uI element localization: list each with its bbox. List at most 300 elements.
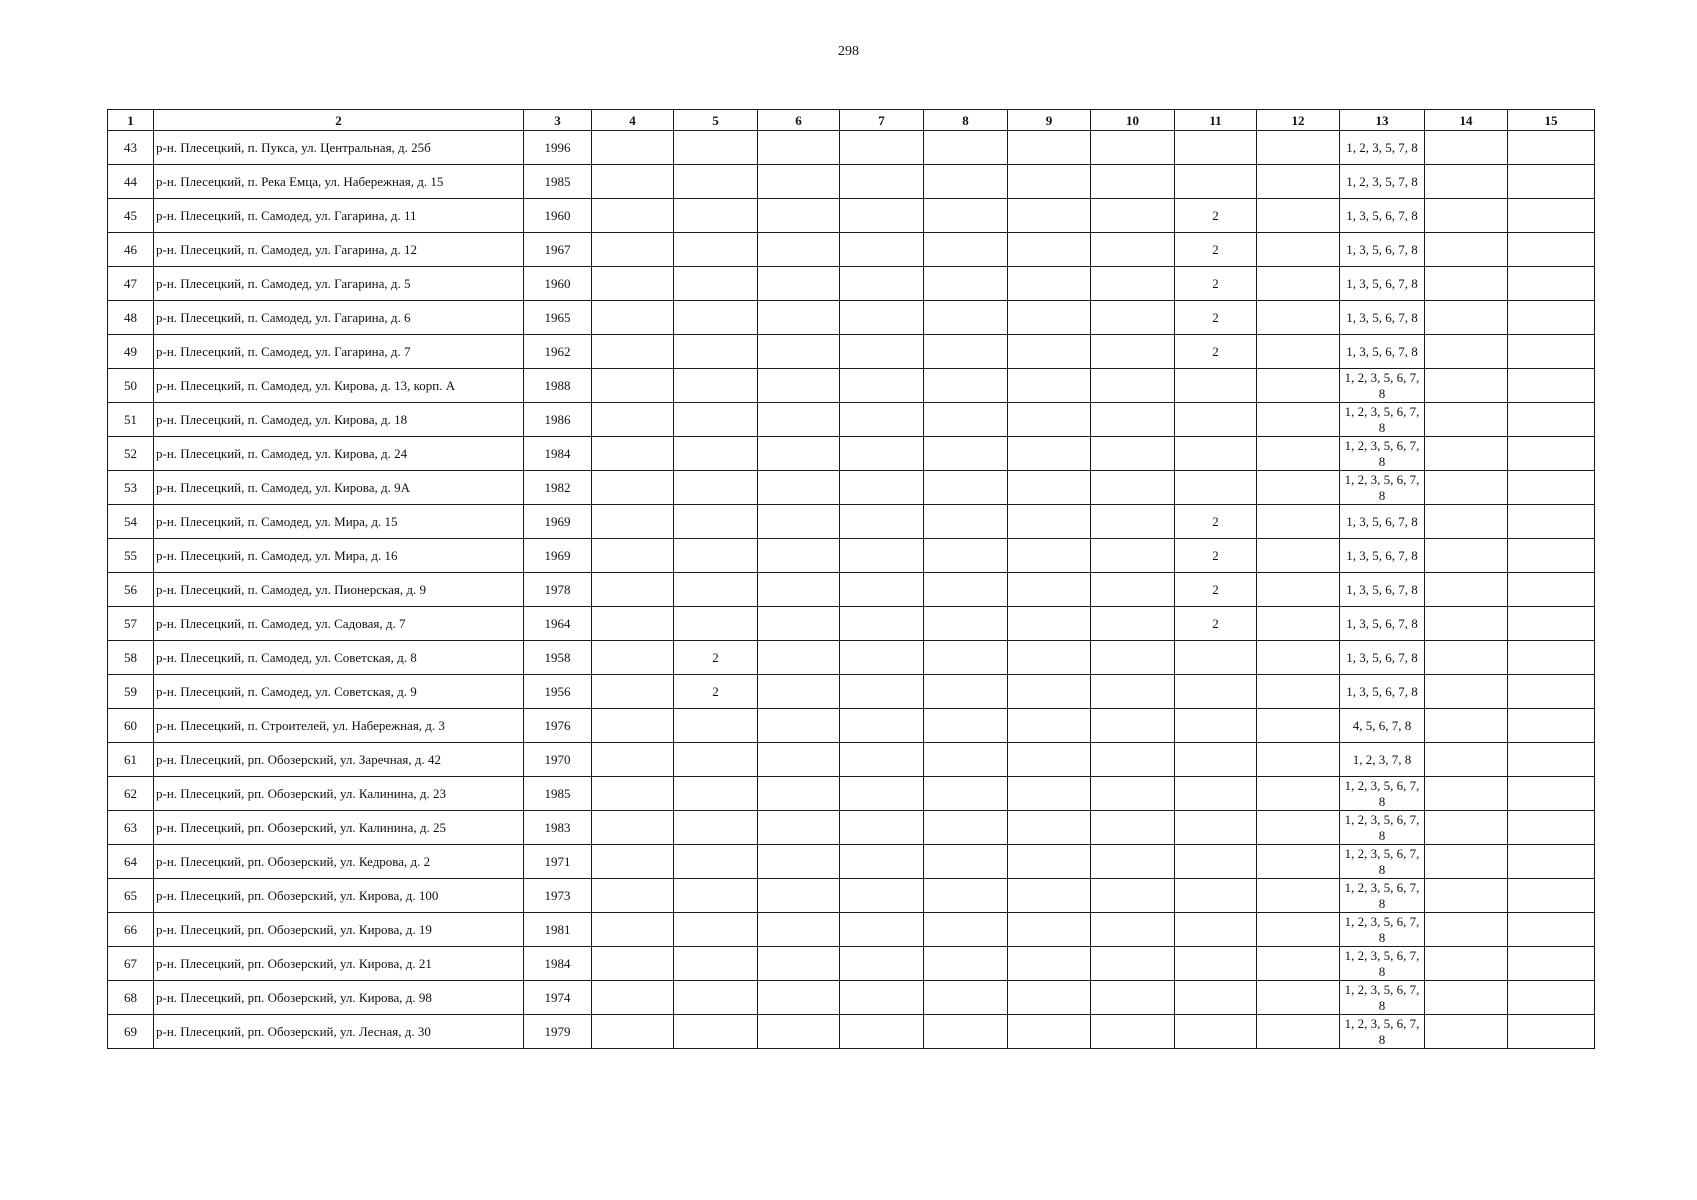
address-cell: р-н. Плесецкий, п. Самодед, ул. Гагарина, д. 11: [154, 199, 524, 233]
col-7-cell: [840, 539, 924, 573]
table-row: [108, 777, 1595, 811]
table-row: [108, 539, 1595, 573]
col-6-cell: [758, 267, 840, 301]
row-number-cell: 63: [108, 811, 154, 845]
col-15-cell: [1508, 301, 1595, 335]
col-15-cell: [1508, 573, 1595, 607]
col-12-cell: [1257, 675, 1340, 709]
col-6-cell: [758, 539, 840, 573]
row-number-cell: 62: [108, 777, 154, 811]
row-number-cell: 66: [108, 913, 154, 947]
col-14-cell: [1425, 301, 1508, 335]
column-header: 9: [1008, 110, 1091, 131]
col-11-cell: [1175, 981, 1257, 1015]
col-9-cell: [1008, 539, 1091, 573]
row-number-cell: 58: [108, 641, 154, 675]
address-cell: р-н. Плесецкий, п. Самодед, ул. Кирова, д. 9А: [154, 471, 524, 505]
col-6-cell: [758, 1015, 840, 1049]
table-row: [108, 879, 1595, 913]
col-9-cell: [1008, 641, 1091, 675]
column-header: 3: [524, 110, 592, 131]
col-9-cell: [1008, 369, 1091, 403]
col-7-cell: [840, 233, 924, 267]
col-12-cell: [1257, 641, 1340, 675]
col-12-cell: [1257, 131, 1340, 165]
col-13-cell: 1, 2, 3, 5, 6, 7, 8: [1340, 437, 1425, 471]
col-6-cell: [758, 301, 840, 335]
col-9-cell: [1008, 913, 1091, 947]
column-header: 10: [1091, 110, 1175, 131]
col-9-cell: [1008, 573, 1091, 607]
col-14-cell: [1425, 471, 1508, 505]
col-12-cell: [1257, 539, 1340, 573]
col-11-cell: [1175, 777, 1257, 811]
col-13-cell: 1, 3, 5, 6, 7, 8: [1340, 539, 1425, 573]
col-9-cell: [1008, 131, 1091, 165]
col-10-cell: [1091, 913, 1175, 947]
col-5-cell: [674, 879, 758, 913]
col-11-cell: 2: [1175, 539, 1257, 573]
col-8-cell: [924, 471, 1008, 505]
col-13-cell: 1, 2, 3, 5, 6, 7, 8: [1340, 845, 1425, 879]
col-4-cell: [592, 777, 674, 811]
address-cell: р-н. Плесецкий, рп. Обозерский, ул. Кирова, д. 98: [154, 981, 524, 1015]
col-11-cell: 2: [1175, 233, 1257, 267]
address-cell: р-н. Плесецкий, п. Самодед, ул. Гагарина, д. 7: [154, 335, 524, 369]
col-14-cell: [1425, 947, 1508, 981]
year-cell: 1958: [524, 641, 592, 675]
col-8-cell: [924, 505, 1008, 539]
col-4-cell: [592, 811, 674, 845]
col-9-cell: [1008, 947, 1091, 981]
col-15-cell: [1508, 947, 1595, 981]
table-row: [108, 505, 1595, 539]
col-4-cell: [592, 879, 674, 913]
col-8-cell: [924, 403, 1008, 437]
row-number-cell: 64: [108, 845, 154, 879]
table-row: [108, 1015, 1595, 1049]
table-row: [108, 131, 1595, 165]
col-11-cell: [1175, 471, 1257, 505]
col-7-cell: [840, 131, 924, 165]
col-9-cell: [1008, 981, 1091, 1015]
col-10-cell: [1091, 403, 1175, 437]
col-11-cell: [1175, 403, 1257, 437]
column-header: 2: [154, 110, 524, 131]
col-6-cell: [758, 981, 840, 1015]
col-4-cell: [592, 641, 674, 675]
table-row: [108, 845, 1595, 879]
col-5-cell: 2: [674, 641, 758, 675]
col-4-cell: [592, 709, 674, 743]
row-number-cell: 56: [108, 573, 154, 607]
col-13-cell: 1, 3, 5, 6, 7, 8: [1340, 573, 1425, 607]
col-14-cell: [1425, 369, 1508, 403]
table-row: [108, 233, 1595, 267]
col-10-cell: [1091, 641, 1175, 675]
table-row: [108, 335, 1595, 369]
col-6-cell: [758, 947, 840, 981]
col-8-cell: [924, 845, 1008, 879]
col-5-cell: [674, 777, 758, 811]
col-8-cell: [924, 709, 1008, 743]
col-12-cell: [1257, 335, 1340, 369]
year-cell: 1985: [524, 165, 592, 199]
col-8-cell: [924, 641, 1008, 675]
col-4-cell: [592, 675, 674, 709]
col-9-cell: [1008, 743, 1091, 777]
col-9-cell: [1008, 267, 1091, 301]
col-4-cell: [592, 437, 674, 471]
col-11-cell: [1175, 709, 1257, 743]
col-7-cell: [840, 437, 924, 471]
col-7-cell: [840, 301, 924, 335]
col-14-cell: [1425, 641, 1508, 675]
col-9-cell: [1008, 811, 1091, 845]
year-cell: 1970: [524, 743, 592, 777]
col-10-cell: [1091, 845, 1175, 879]
row-number-cell: 65: [108, 879, 154, 913]
year-cell: 1956: [524, 675, 592, 709]
col-9-cell: [1008, 505, 1091, 539]
col-15-cell: [1508, 1015, 1595, 1049]
col-7-cell: [840, 981, 924, 1015]
col-8-cell: [924, 981, 1008, 1015]
table-body: [108, 131, 1595, 1049]
col-9-cell: [1008, 1015, 1091, 1049]
col-15-cell: [1508, 369, 1595, 403]
col-4-cell: [592, 369, 674, 403]
header-row: [108, 110, 1595, 131]
address-cell: р-н. Плесецкий, п. Самодед, ул. Мира, д. 16: [154, 539, 524, 573]
year-cell: 1964: [524, 607, 592, 641]
col-13-cell: 1, 3, 5, 6, 7, 8: [1340, 267, 1425, 301]
col-7-cell: [840, 1015, 924, 1049]
address-cell: р-н. Плесецкий, п. Самодед, ул. Пионерская, д. 9: [154, 573, 524, 607]
col-13-cell: 1, 2, 3, 5, 6, 7, 8: [1340, 947, 1425, 981]
col-13-cell: 1, 3, 5, 6, 7, 8: [1340, 641, 1425, 675]
col-11-cell: [1175, 369, 1257, 403]
col-5-cell: [674, 539, 758, 573]
col-8-cell: [924, 369, 1008, 403]
col-4-cell: [592, 165, 674, 199]
col-12-cell: [1257, 403, 1340, 437]
col-15-cell: [1508, 165, 1595, 199]
table-row: [108, 675, 1595, 709]
col-4-cell: [592, 199, 674, 233]
col-12-cell: [1257, 981, 1340, 1015]
col-13-cell: 1, 2, 3, 5, 6, 7, 8: [1340, 777, 1425, 811]
col-6-cell: [758, 743, 840, 777]
col-9-cell: [1008, 777, 1091, 811]
col-9-cell: [1008, 437, 1091, 471]
col-14-cell: [1425, 675, 1508, 709]
col-6-cell: [758, 675, 840, 709]
address-cell: р-н. Плесецкий, п. Самодед, ул. Садовая, д. 7: [154, 607, 524, 641]
col-12-cell: [1257, 811, 1340, 845]
col-15-cell: [1508, 335, 1595, 369]
row-number-cell: 54: [108, 505, 154, 539]
col-15-cell: [1508, 709, 1595, 743]
col-11-cell: 2: [1175, 199, 1257, 233]
row-number-cell: 47: [108, 267, 154, 301]
column-header: 11: [1175, 110, 1257, 131]
col-15-cell: [1508, 879, 1595, 913]
col-7-cell: [840, 471, 924, 505]
year-cell: 1960: [524, 267, 592, 301]
col-11-cell: [1175, 131, 1257, 165]
col-8-cell: [924, 1015, 1008, 1049]
col-9-cell: [1008, 199, 1091, 233]
col-14-cell: [1425, 505, 1508, 539]
table-row: [108, 981, 1595, 1015]
col-7-cell: [840, 267, 924, 301]
col-10-cell: [1091, 743, 1175, 777]
col-4-cell: [592, 913, 674, 947]
col-8-cell: [924, 607, 1008, 641]
col-15-cell: [1508, 845, 1595, 879]
row-number-cell: 68: [108, 981, 154, 1015]
col-15-cell: [1508, 743, 1595, 777]
col-15-cell: [1508, 981, 1595, 1015]
col-4-cell: [592, 981, 674, 1015]
col-5-cell: [674, 607, 758, 641]
column-header: 14: [1425, 110, 1508, 131]
address-cell: р-н. Плесецкий, рп. Обозерский, ул. Кирова, д. 19: [154, 913, 524, 947]
table-row: [108, 199, 1595, 233]
col-6-cell: [758, 369, 840, 403]
address-cell: р-н. Плесецкий, п. Самодед, ул. Кирова, д. 18: [154, 403, 524, 437]
col-4-cell: [592, 131, 674, 165]
col-7-cell: [840, 403, 924, 437]
col-8-cell: [924, 233, 1008, 267]
col-11-cell: [1175, 675, 1257, 709]
address-cell: р-н. Плесецкий, п. Самодед, ул. Гагарина, д. 6: [154, 301, 524, 335]
table-row: [108, 267, 1595, 301]
col-6-cell: [758, 471, 840, 505]
col-4-cell: [592, 505, 674, 539]
col-15-cell: [1508, 675, 1595, 709]
col-9-cell: [1008, 403, 1091, 437]
col-6-cell: [758, 607, 840, 641]
column-header: 15: [1508, 110, 1595, 131]
col-6-cell: [758, 437, 840, 471]
col-13-cell: 1, 2, 3, 5, 6, 7, 8: [1340, 913, 1425, 947]
col-15-cell: [1508, 539, 1595, 573]
col-14-cell: [1425, 845, 1508, 879]
year-cell: 1969: [524, 505, 592, 539]
col-14-cell: [1425, 403, 1508, 437]
table-row: [108, 607, 1595, 641]
col-5-cell: 2: [674, 675, 758, 709]
col-5-cell: [674, 131, 758, 165]
col-12-cell: [1257, 879, 1340, 913]
address-cell: р-н. Плесецкий, рп. Обозерский, ул. Кедрова, д. 2: [154, 845, 524, 879]
address-cell: р-н. Плесецкий, рп. Обозерский, ул. Калинина, д. 25: [154, 811, 524, 845]
col-15-cell: [1508, 641, 1595, 675]
col-6-cell: [758, 403, 840, 437]
table-row: [108, 641, 1595, 675]
col-11-cell: 2: [1175, 301, 1257, 335]
page-number: 298: [838, 44, 859, 59]
col-13-cell: 1, 3, 5, 6, 7, 8: [1340, 301, 1425, 335]
col-4-cell: [592, 301, 674, 335]
col-10-cell: [1091, 233, 1175, 267]
col-12-cell: [1257, 845, 1340, 879]
col-6-cell: [758, 505, 840, 539]
col-11-cell: [1175, 845, 1257, 879]
col-13-cell: 1, 3, 5, 6, 7, 8: [1340, 607, 1425, 641]
col-14-cell: [1425, 233, 1508, 267]
col-4-cell: [592, 743, 674, 777]
table-row: [108, 471, 1595, 505]
col-14-cell: [1425, 913, 1508, 947]
col-7-cell: [840, 641, 924, 675]
row-number-cell: 43: [108, 131, 154, 165]
col-12-cell: [1257, 505, 1340, 539]
column-header: 5: [674, 110, 758, 131]
col-14-cell: [1425, 811, 1508, 845]
address-cell: р-н. Плесецкий, п. Самодед, ул. Гагарина, д. 12: [154, 233, 524, 267]
col-13-cell: 1, 2, 3, 7, 8: [1340, 743, 1425, 777]
col-10-cell: [1091, 981, 1175, 1015]
col-10-cell: [1091, 335, 1175, 369]
col-11-cell: [1175, 165, 1257, 199]
col-8-cell: [924, 811, 1008, 845]
col-7-cell: [840, 879, 924, 913]
col-9-cell: [1008, 335, 1091, 369]
col-5-cell: [674, 165, 758, 199]
col-13-cell: 1, 3, 5, 6, 7, 8: [1340, 199, 1425, 233]
col-15-cell: [1508, 913, 1595, 947]
row-number-cell: 69: [108, 1015, 154, 1049]
address-cell: р-н. Плесецкий, рп. Обозерский, ул. Кирова, д. 21: [154, 947, 524, 981]
col-15-cell: [1508, 777, 1595, 811]
col-10-cell: [1091, 471, 1175, 505]
col-12-cell: [1257, 165, 1340, 199]
col-13-cell: 1, 2, 3, 5, 7, 8: [1340, 165, 1425, 199]
year-cell: 1971: [524, 845, 592, 879]
col-5-cell: [674, 811, 758, 845]
col-12-cell: [1257, 1015, 1340, 1049]
col-5-cell: [674, 505, 758, 539]
table-row: [108, 709, 1595, 743]
table-row: [108, 913, 1595, 947]
col-8-cell: [924, 947, 1008, 981]
col-5-cell: [674, 471, 758, 505]
col-15-cell: [1508, 233, 1595, 267]
year-cell: 1988: [524, 369, 592, 403]
col-5-cell: [674, 1015, 758, 1049]
year-cell: 1967: [524, 233, 592, 267]
address-cell: р-н. Плесецкий, рп. Обозерский, ул. Заречная, д. 42: [154, 743, 524, 777]
column-header: 1: [108, 110, 154, 131]
col-14-cell: [1425, 335, 1508, 369]
row-number-cell: 50: [108, 369, 154, 403]
col-14-cell: [1425, 199, 1508, 233]
col-15-cell: [1508, 131, 1595, 165]
table-row: [108, 947, 1595, 981]
col-9-cell: [1008, 709, 1091, 743]
col-6-cell: [758, 913, 840, 947]
year-cell: 1973: [524, 879, 592, 913]
col-7-cell: [840, 369, 924, 403]
year-cell: 1978: [524, 573, 592, 607]
col-6-cell: [758, 845, 840, 879]
col-11-cell: 2: [1175, 335, 1257, 369]
col-10-cell: [1091, 505, 1175, 539]
col-4-cell: [592, 267, 674, 301]
address-cell: р-н. Плесецкий, п. Самодед, ул. Кирова, д. 24: [154, 437, 524, 471]
col-11-cell: 2: [1175, 607, 1257, 641]
col-7-cell: [840, 335, 924, 369]
col-13-cell: 4, 5, 6, 7, 8: [1340, 709, 1425, 743]
year-cell: 1960: [524, 199, 592, 233]
col-13-cell: 1, 3, 5, 6, 7, 8: [1340, 675, 1425, 709]
address-cell: р-н. Плесецкий, п. Пукса, ул. Центральная, д. 25б: [154, 131, 524, 165]
col-7-cell: [840, 709, 924, 743]
col-14-cell: [1425, 981, 1508, 1015]
col-5-cell: [674, 233, 758, 267]
col-10-cell: [1091, 675, 1175, 709]
col-10-cell: [1091, 879, 1175, 913]
table-row: [108, 369, 1595, 403]
col-15-cell: [1508, 505, 1595, 539]
row-number-cell: 48: [108, 301, 154, 335]
year-cell: 1981: [524, 913, 592, 947]
col-10-cell: [1091, 131, 1175, 165]
year-cell: 1982: [524, 471, 592, 505]
address-cell: р-н. Плесецкий, п. Самодед, ул. Советская, д. 9: [154, 675, 524, 709]
year-cell: 1983: [524, 811, 592, 845]
col-9-cell: [1008, 233, 1091, 267]
row-number-cell: 57: [108, 607, 154, 641]
address-cell: р-н. Плесецкий, п. Самодед, ул. Мира, д. 15: [154, 505, 524, 539]
table-row: [108, 811, 1595, 845]
year-cell: 1974: [524, 981, 592, 1015]
col-6-cell: [758, 811, 840, 845]
col-6-cell: [758, 777, 840, 811]
col-12-cell: [1257, 301, 1340, 335]
col-12-cell: [1257, 743, 1340, 777]
col-10-cell: [1091, 301, 1175, 335]
col-4-cell: [592, 947, 674, 981]
col-12-cell: [1257, 369, 1340, 403]
col-7-cell: [840, 675, 924, 709]
col-8-cell: [924, 539, 1008, 573]
col-10-cell: [1091, 607, 1175, 641]
col-6-cell: [758, 233, 840, 267]
col-14-cell: [1425, 437, 1508, 471]
col-10-cell: [1091, 437, 1175, 471]
table-row: [108, 437, 1595, 471]
col-11-cell: [1175, 879, 1257, 913]
col-5-cell: [674, 437, 758, 471]
col-15-cell: [1508, 811, 1595, 845]
col-10-cell: [1091, 709, 1175, 743]
col-12-cell: [1257, 607, 1340, 641]
col-8-cell: [924, 267, 1008, 301]
row-number-cell: 44: [108, 165, 154, 199]
row-number-cell: 49: [108, 335, 154, 369]
col-5-cell: [674, 743, 758, 777]
col-4-cell: [592, 233, 674, 267]
row-number-cell: 53: [108, 471, 154, 505]
col-11-cell: [1175, 811, 1257, 845]
col-12-cell: [1257, 777, 1340, 811]
col-11-cell: 2: [1175, 573, 1257, 607]
col-13-cell: 1, 2, 3, 5, 6, 7, 8: [1340, 811, 1425, 845]
